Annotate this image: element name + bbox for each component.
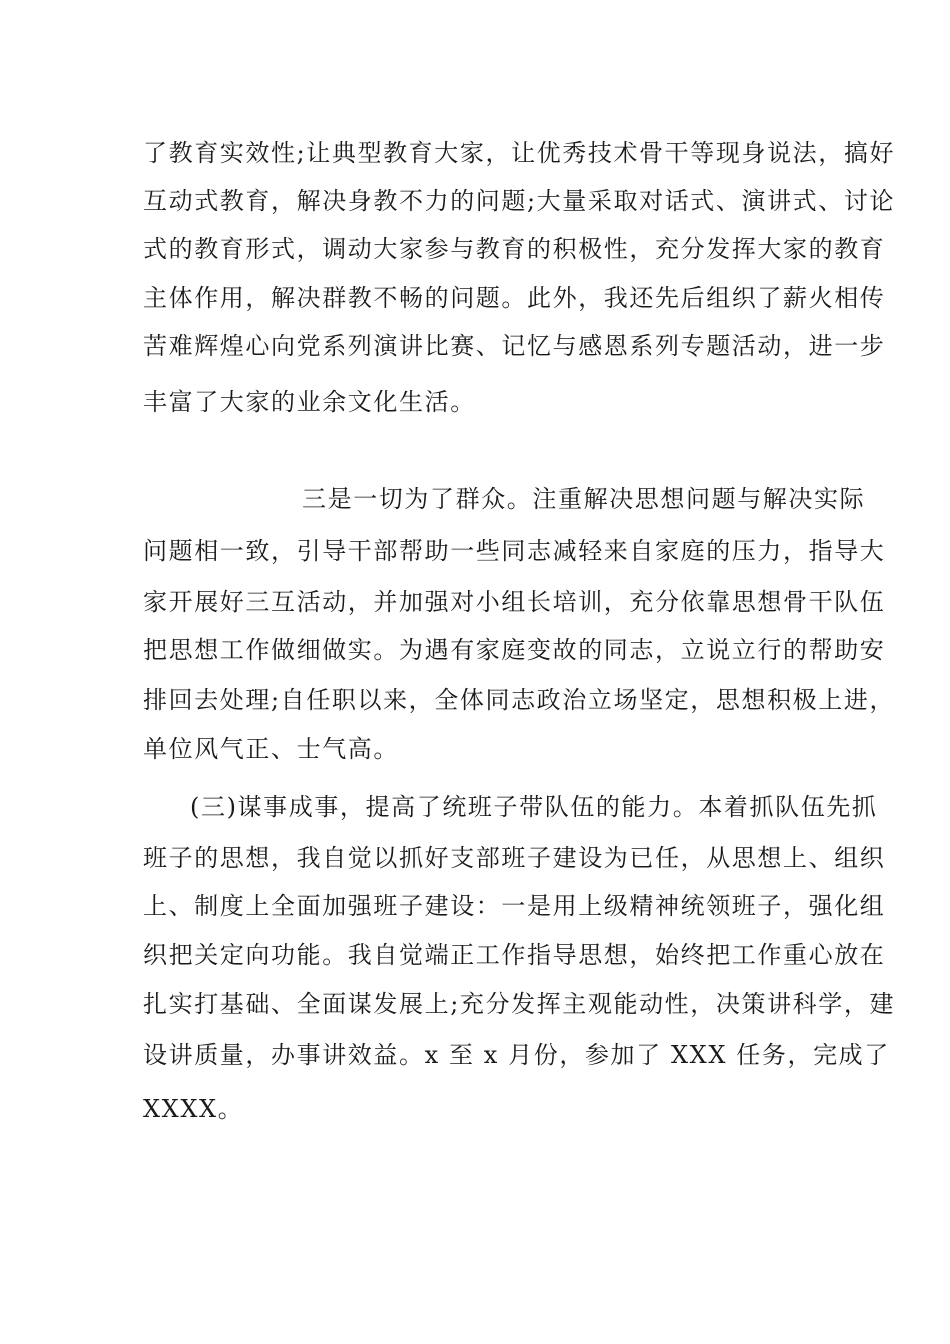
paragraph-line: 扎实打基础、全面谋发展上;充分发挥主观能动性，决策讲科学，建	[143, 990, 896, 1018]
paragraph-line: 主体作用，解决群教不畅的问题。此外，我还先后组织了薪火相传	[143, 284, 886, 312]
paragraph-line: 问题相一致，引导干部帮助一些同志减轻来自家庭的压力，指导大	[143, 537, 886, 565]
paragraph-line: 三是一切为了群众。注重解决思想问题与解决实际	[302, 485, 866, 513]
paragraph-line: 设讲质量，办事讲效益。x 至 x 月份，参加了 XXX 任务，完成了	[143, 1041, 890, 1069]
paragraph-line: 排回去处理;自任职以来，全体同志政治立场坚定，思想积极上进，	[143, 686, 896, 714]
paragraph-line: (三)谋事成事，提高了统班子带队伍的能力。本着抓队伍先抓	[190, 793, 878, 821]
paragraph-line: 单位风气正、士气高。	[143, 735, 399, 763]
paragraph-line: 家开展好三互活动，并加强对小组长培训，充分依靠思想骨干队伍	[143, 588, 886, 616]
paragraph-line: 上、制度上全面加强班子建设：一是用上级精神统领班子，强化组	[143, 892, 886, 920]
paragraph-line: XXXX。	[143, 1095, 244, 1123]
paragraph-line: 班子的思想，我自觉以抓好支部班子建设为已任，从思想上、组织	[143, 844, 886, 872]
paragraph-line: 织把关定向功能。我自觉端正工作指导思想，始终把工作重心放在	[143, 941, 886, 969]
paragraph-line: 互动式教育，解决身教不力的问题;大量采取对话式、演讲式、讨论	[143, 187, 896, 215]
paragraph-line: 苦难辉煌心向党系列演讲比赛、记忆与感恩系列专题活动，进一步	[143, 332, 886, 360]
paragraph-line: 丰富了大家的业余文化生活。	[143, 388, 476, 416]
paragraph-line: 了教育实效性;让典型教育大家，让优秀技术骨干等现身说法，搞好	[143, 139, 896, 167]
paragraph-line: 把思想工作做细做实。为遇有家庭变故的同志，立说立行的帮助安	[143, 636, 886, 664]
paragraph-line: 式的教育形式，调动大家参与教育的积极性，充分发挥大家的教育	[143, 235, 886, 263]
